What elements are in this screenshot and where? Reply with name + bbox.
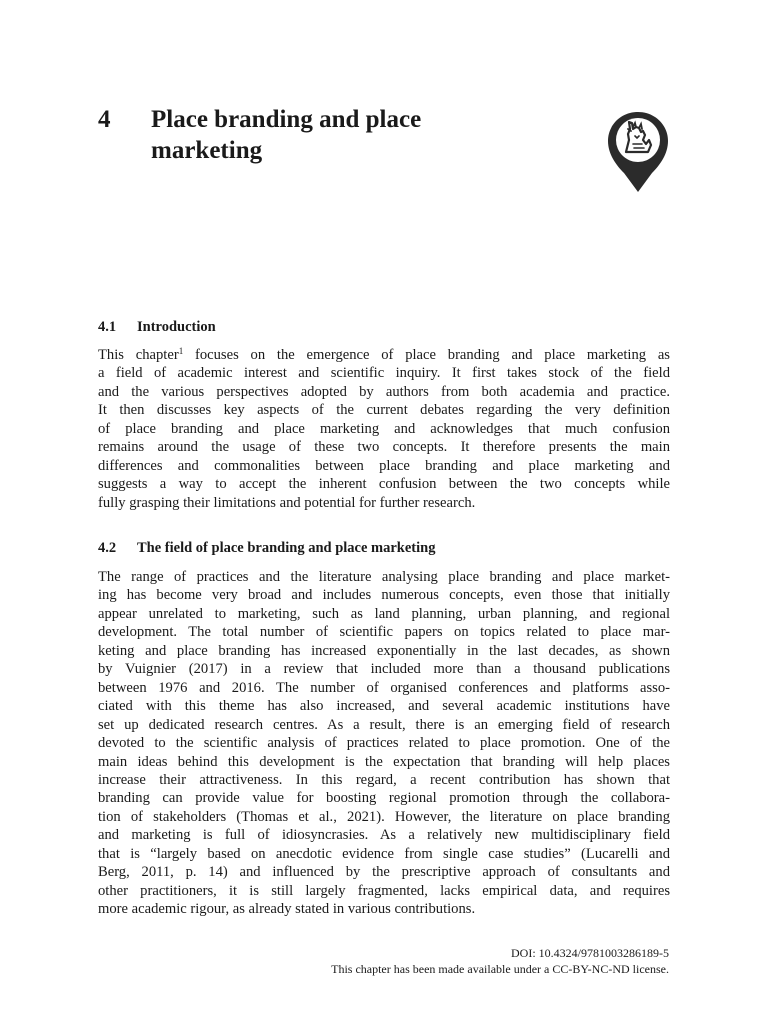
paragraph-line: and marketing is full of idiosyncrasies. As a relatively new multidisciplinary field xyxy=(98,827,670,844)
chapter-title-line: Place branding and place xyxy=(151,106,422,133)
paragraph-line: ing has become very broad and includes numerous concepts, even those that initially xyxy=(98,587,670,604)
paragraph-line: development. The total number of scientific papers on topics related to place mar- xyxy=(98,624,670,641)
paragraph-line: other practitioners, it is still largely fragmented, lacks empirical data, and requires xyxy=(98,882,670,899)
paragraph-line-text: focuses on the emergence of place branding and place marketing as xyxy=(194,347,670,363)
paragraph-line: and the various perspectives adopted by authors from both academia and practice. xyxy=(98,383,670,400)
paragraph-line: It then discusses key aspects of the current debates regarding the very definition xyxy=(98,402,670,419)
map-pin-statue-of-liberty-icon xyxy=(606,110,670,194)
paragraph-line: The range of practices and the literature analysing place branding and place market- xyxy=(98,569,670,585)
paragraph-line: differences and commonalities between place branding and place marketing and xyxy=(98,457,670,474)
section-title: Introduction xyxy=(137,319,216,335)
footnote-marker: 1 xyxy=(178,346,184,356)
introduction-paragraph xyxy=(98,346,670,512)
paragraph-line: increase their attractiveness. In this regard, a recent contribution has shown that xyxy=(98,771,670,788)
paragraph-line: a field of academic interest and scientific inquiry. It first takes stock of the field xyxy=(98,365,670,382)
paragraph-line: more academic rigour, as already stated in various contributions. xyxy=(98,901,476,918)
section-number: 4.1 xyxy=(98,319,117,335)
paragraph-line: of place branding and place marketing and acknowledges that much confusion xyxy=(98,420,670,437)
doi-footer: DOI: 10.4324/9781003286189-5 xyxy=(511,946,669,960)
field-paragraph xyxy=(98,568,670,919)
paragraph-line: that is “largely based on anecdotic evidence from single case studies” (Lucarelli and xyxy=(98,845,670,862)
paragraph-line: fully grasping their limitations and potential for further research. xyxy=(98,494,476,511)
paragraph-line: set up dedicated research centres. As a result, there is an emerging field of research xyxy=(98,716,670,733)
paragraph-line: appear unrelated to marketing, such as land planning, urban planning, and regional xyxy=(98,605,670,622)
paragraph-line: suggests a way to accept the inherent confusion between the two concepts while xyxy=(98,476,670,493)
paragraph-line: tion of stakeholders (Thomas et al., 2021). However, the literature on place branding xyxy=(98,808,670,825)
section-heading-introduction xyxy=(98,318,216,336)
paragraph-line xyxy=(98,346,670,364)
paragraph-line: ciated with this theme has also increased, and several academic institutions have xyxy=(98,698,670,715)
paragraph-line: branding can provide value for boosting regional promotion through the collabora- xyxy=(98,790,670,807)
paragraph-line: devoted to the scientific analysis of practices related to place promotion. One of the xyxy=(98,735,670,752)
paragraph-line: remains around the usage of these two concepts. It therefore presents the main xyxy=(98,439,670,456)
chapter-number: 4 xyxy=(98,106,111,133)
chapter-title-line: marketing xyxy=(151,137,263,164)
first-word: This chapter xyxy=(98,347,179,363)
paragraph-line: by Vuignier (2017) in a review that included more than a thousand publications xyxy=(98,661,670,678)
paragraph-line: Berg, 2011, p. 14) and influenced by the prescriptive approach of consultants and xyxy=(98,864,670,881)
license-footer: This chapter has been made available under a CC-BY-NC-ND license. xyxy=(331,962,669,976)
paragraph-line: keting and place branding has increased exponentially in the last decades, as shown xyxy=(98,642,670,659)
section-title: The field of place branding and place marketing xyxy=(137,540,436,556)
section-number: 4.2 xyxy=(98,540,117,556)
section-heading-field xyxy=(98,539,435,557)
chapter-title xyxy=(151,104,511,166)
paragraph-line: main ideas behind this development is the expectation that branding will help places xyxy=(98,753,670,770)
paragraph-line: between 1976 and 2016. The number of organised conferences and platforms asso- xyxy=(98,679,670,696)
